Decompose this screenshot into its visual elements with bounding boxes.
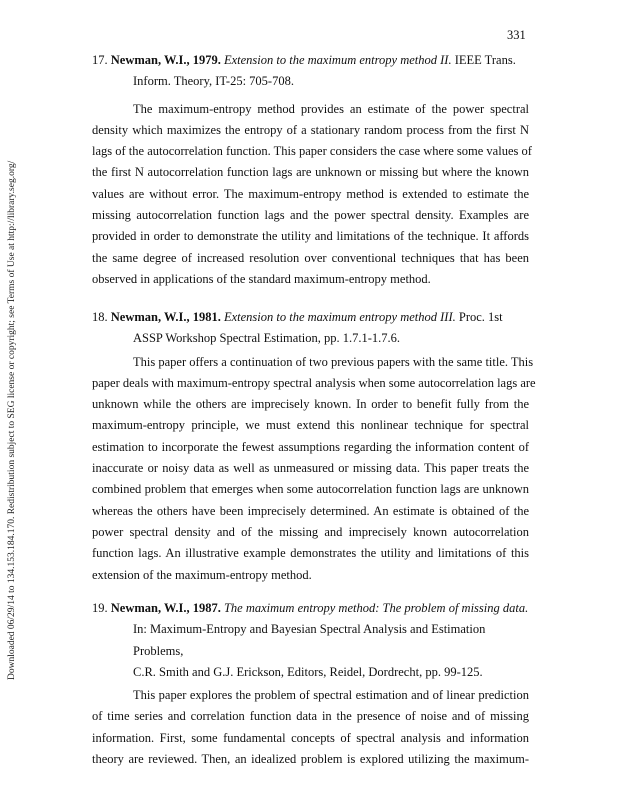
- abstract-line: extension of the maximum-entropy method.: [92, 567, 312, 582]
- page-number: 331: [507, 28, 526, 42]
- reference-citation-cont: Inform. Theory, IT-25: 705-708.: [133, 74, 294, 89]
- abstract-line: combined problem that emerges when some autocorrelation function lags are unknown: [92, 482, 529, 497]
- reference-number: 18.: [92, 310, 108, 324]
- reference-abstract: [92, 352, 536, 586]
- reference-citation: [92, 598, 529, 619]
- abstract-line: the first N autocorrelation function lags are unknown or missing but where the known: [92, 165, 529, 180]
- abstract-line: function lags. An illustrative example demonstrates the utility and limitations of this: [92, 546, 529, 561]
- abstract-line: lags of the autocorrelation function. This paper considers the case where some values of: [92, 144, 532, 159]
- abstract-line: whereas the others have been imprecisely determined. An estimate is obtained of the: [92, 503, 529, 518]
- abstract-line: inaccurate or noisy data as well as unmeasured or missing data. This paper treats the: [92, 461, 529, 476]
- abstract-line: of time series and correlation function data in the presence of noise and of missing: [92, 709, 529, 724]
- abstract-line: the same degree of increased resolution over conventional techniques that has been: [92, 250, 529, 265]
- abstract-line: information. First, some fundamental concepts of spectral analysis and information: [92, 730, 529, 745]
- reference-entry: [92, 307, 536, 586]
- reference-title: The maximum entropy method: The problem of missing data.: [223, 601, 529, 615]
- reference-author-year: Newman, W.I., 1979.: [110, 53, 221, 67]
- reference-author-year: Newman, W.I., 1987.: [110, 601, 221, 615]
- reference-title: Extension to the maximum entropy method III.: [223, 310, 456, 324]
- abstract-line: provided in order to demonstrate the utility and limitations of the technique. It affords: [92, 229, 529, 244]
- abstract-line: density which maximizes the entropy of a stationary random process from the first N: [92, 122, 529, 137]
- reference-abstract: [92, 99, 532, 291]
- reference-citation-tail: IEEE Trans.: [454, 53, 516, 67]
- abstract-line: estimation to incorporate the fewest assumptions regarding the information content of: [92, 439, 529, 454]
- abstract-line: This paper offers a continuation of two previous papers with the same title. This: [133, 354, 534, 369]
- abstract-line: This paper explores the problem of spectral estimation and of linear prediction: [133, 688, 529, 703]
- reference-citation-cont: ASSP Workshop Spectral Estimation, pp. 1.7.1-1.7.6.: [133, 331, 401, 346]
- reference-number: 17.: [92, 53, 108, 67]
- abstract-line: paper deals with maximum-entropy spectral analysis when some autocorrelation lags are: [92, 375, 536, 390]
- reference-title: Extension to the maximum entropy method II.: [223, 53, 452, 67]
- download-notice-text: Downloaded 06/29/14 to 134.153.184.170. Redistribution subject to SEG license or copyright; see Terms of Use at http://library.seg.org/: [7, 160, 17, 680]
- abstract-line: missing autocorrelation function lags and the power spectral density. Examples are: [92, 208, 529, 223]
- reference-citation: [92, 307, 529, 328]
- abstract-line: theory are reviewed. Then, an idealized problem is explored utilizing the maximum-: [92, 752, 529, 767]
- reference-author-year: Newman, W.I., 1981.: [110, 310, 221, 324]
- abstract-line: values are without error. The maximum-entropy method is extended to estimate the: [92, 186, 529, 201]
- reference-entry: [92, 50, 532, 290]
- reference-number: 19.: [92, 601, 108, 615]
- reference-citation: [92, 50, 529, 71]
- reference-abstract: [92, 685, 529, 770]
- abstract-line: The maximum-entropy method provides an estimate of the power spectral: [133, 101, 529, 116]
- reference-citation-cont: C.R. Smith and G.J. Erickson, Editors, Reidel, Dordrecht, pp. 99-125.: [133, 664, 483, 679]
- reference-entry: [92, 598, 529, 770]
- abstract-line: unknown while the others are imprecisely known. In order to benefit fully from the: [92, 397, 529, 412]
- reference-citation-tail: Proc. 1st: [458, 310, 503, 324]
- abstract-line: observed in applications of the standard maximum-entropy method.: [92, 271, 431, 286]
- reference-citation-cont: In: Maximum-Entropy and Bayesian Spectral Analysis and Estimation Problems,: [133, 622, 486, 658]
- abstract-line: power spectral density and of the missing and imprecisely known autocorrelation: [92, 524, 529, 539]
- abstract-line: maximum-entropy principle, we must extend this nonlinear technique for spectral: [92, 418, 529, 433]
